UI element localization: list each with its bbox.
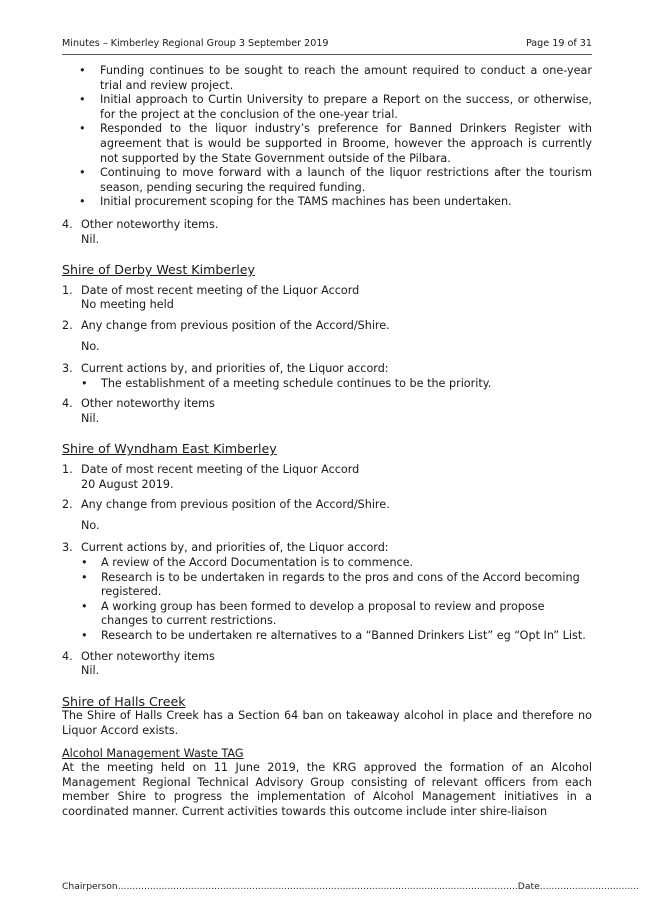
item-value: Nil. [81,411,100,425]
item-value: Nil. [81,664,100,678]
item-value: No. [81,518,100,532]
section-heading-halls-creek: Shire of Halls Creek [62,693,186,709]
numbered-item [62,463,592,492]
list-item: • Responded to the liquor industry’s preference for Banned Drinkers Register with agreement that is would be supported in Broome, however the approach is currently not supported by the State Government outside of the Pilbara. [100,122,592,166]
item-label: Other noteworthy items [81,649,215,663]
list-item: • Research to be undertaken re alternatives to a “Banned Drinkers List” eg “Opt In” List. [101,629,592,644]
item-value: 20 August 2019. [81,477,174,491]
section-heading-wyndham: Shire of Wyndham East Kimberley [62,441,277,457]
page-content [62,64,592,820]
list-item: • Funding continues to be sought to reach the amount required to conduct a one-year trial and review project. [100,64,592,93]
item-number: 3. [62,362,73,376]
list-item: • A review of the Accord Documentation is to commence. [101,556,592,571]
numbered-item [62,362,592,377]
item-label: Other noteworthy items. [81,217,219,231]
list-item: • Initial procurement scoping for the TAMS machines has been undertaken. [100,195,592,210]
numbered-item [62,541,592,556]
item-label: Current actions by, and priorities of, the Liquor accord: [81,541,389,555]
chairperson-signature-line: Chairperson.........................................................................................................................................Date.................................. [62,881,640,892]
numbered-item [62,498,592,513]
list-item: • Research is to be undertaken in regards to the pros and cons of the Accord becoming registered. [101,571,592,600]
item-value: No meeting held [81,298,174,312]
list-item: • Continuing to move forward with a launch of the liquor restrictions after the tourism season, pending securing the required funding. [100,166,592,195]
list-item: • The establishment of a meeting schedule continues to be the priority. [101,377,592,392]
item-number: 4. [62,649,73,663]
item-number: 4. [62,217,73,231]
item-number: 4. [62,397,73,411]
item-value: No. [81,339,100,353]
item-number: 2. [62,498,73,512]
page-header [62,38,592,55]
list-item: • Initial approach to Curtin University to prepare a Report on the success, or otherwise, for the project at the conclusion of the one-year trial. [100,93,592,122]
list-item: • A working group has been formed to develop a proposal to review and propose changes to current restrictions. [101,600,592,629]
item-label: Date of most recent meeting of the Liquor Accord [81,463,360,477]
tag-paragraph: At the meeting held on 11 June 2019, the KRG approved the formation of an Alcohol Management Regional Technical Advisory Group consisting of relevant officers from each member Shire to progress the implementation of Alcohol Management initiatives in a coordinated manner. Current activities towards this outcome include inter shire-liaison [62,761,592,818]
item-number: 3. [62,541,73,555]
top-bullet-list [62,64,592,210]
numbered-item [62,319,592,334]
section-heading-derby: Shire of Derby West Kimberley [62,262,255,278]
sub-bullet-list [62,556,592,644]
item-value: Nil. [81,232,100,246]
item-label: Date of most recent meeting of the Liquor Accord [81,283,360,297]
header-title: Minutes – Kimberley Regional Group 3 September 2019 [62,38,329,49]
item-number: 2. [62,318,73,332]
item-label: Any change from previous position of the Accord/Shire. [81,498,390,512]
item-number: 1. [62,283,73,297]
item-label: Any change from previous position of the Accord/Shire. [81,318,390,332]
numbered-item [62,284,592,313]
page-number: Page 19 of 31 [525,38,592,49]
numbered-item [62,397,592,426]
numbered-item [62,650,592,679]
item-label: Other noteworthy items [81,397,215,411]
sub-bullet-list [62,377,592,392]
item-number: 1. [62,463,73,477]
section-heading-tag: Alcohol Management Waste TAG [62,746,244,760]
item-label: Current actions by, and priorities of, the Liquor accord: [81,362,389,376]
halls-creek-paragraph: The Shire of Halls Creek has a Section 64 ban on takeaway alcohol in place and therefore no Liquor Accord exists. [62,709,592,737]
numbered-item [62,218,592,247]
